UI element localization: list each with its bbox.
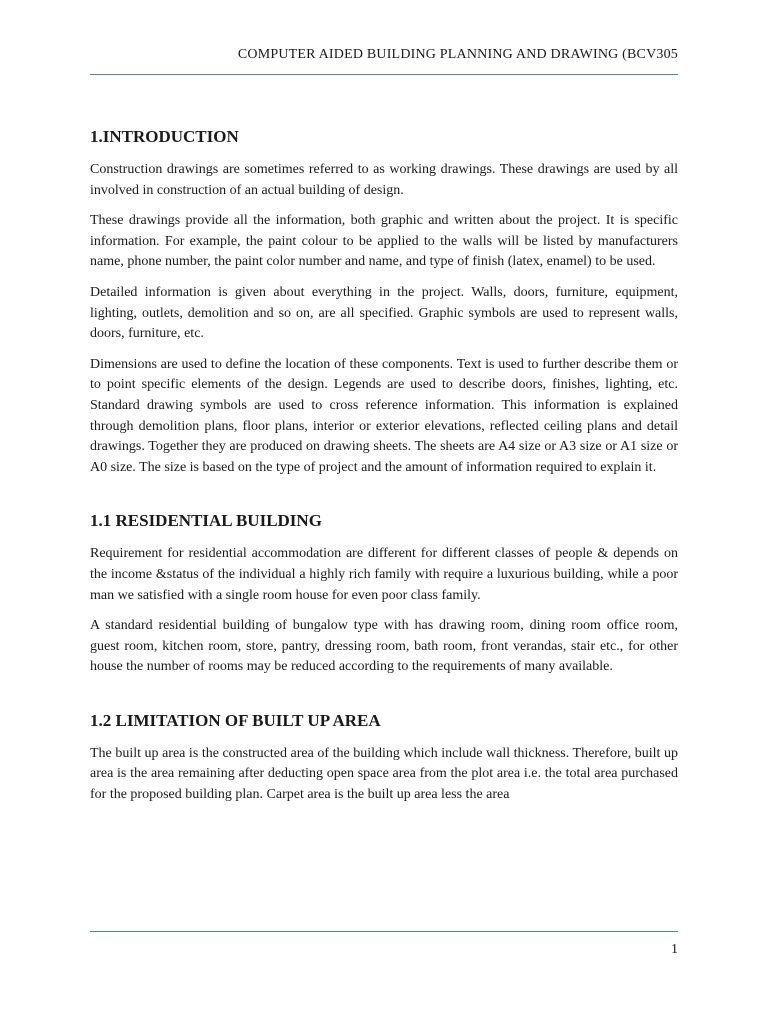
section-introduction — [90, 126, 678, 478]
paragraph: These drawings provide all the information, both graphic and written about the project. It is specific information. For example, the paint colour to be applied to the walls will be listed by manufacturers name, phone number, the paint color number and name, and type of finish (latex, enamel) to be used. — [90, 213, 678, 270]
section-heading: 1.2 LIMITATION OF BUILT UP AREA — [90, 710, 381, 730]
section-built-up-area — [90, 710, 678, 806]
paragraph: A standard residential building of bungalow type with has drawing room, dining room office room, guest room, kitchen room, store, pantry, dressing room, bath room, front verandas, stair etc., for other house the number of rooms may be reduced according to the requirements of many available. — [90, 618, 678, 675]
paragraph: Detailed information is given about everything in the project. Walls, doors, furniture, equipment, lighting, outlets, demolition and so on, are all specified. Graphic symbols are used to represent walls, doors, furniture, etc. — [90, 284, 678, 342]
footer-divider — [90, 931, 678, 932]
section-heading: 1.INTRODUCTION — [90, 127, 239, 146]
section-heading: 1.1 RESIDENTIAL BUILDING — [90, 511, 322, 531]
paragraph: The built up area is the constructed area of the building which include wall thickness. Therefore, built up area is the area remaining after deducting open space area from the plot area i.e. the total area purchased for the proposed building plan. Carpet area is the built up area less the area — [90, 745, 678, 803]
section-residential-building — [90, 510, 678, 678]
header-divider — [90, 74, 678, 75]
running-header: COMPUTER AIDED BUILDING PLANNING AND DRAWING (BCV305 — [237, 47, 678, 62]
paragraph: Construction drawings are sometimes referred to as working drawings. These drawings are used by all involved in construction of an actual building of design. — [90, 162, 678, 198]
page-number: 1 — [671, 942, 678, 957]
paragraph: Dimensions are used to define the location of these components. Text is used to further describe them or to point specific elements of the design. Legends are used to describe doors, finishes, lighting, etc. Standard drawing symbols are used to cross reference information. This information is explained through demolition plans, floor plans, interior or exterior elevations, reflected ceiling plans and detail drawings. Together they are produced on drawing sheets. The sheets are A4 size or A3 size or A1 size or A0 size. The size is based on the type of project and the amount of information required to explain it. — [90, 356, 678, 475]
page-content — [90, 126, 678, 816]
paragraph: Requirement for residential accommodation are different for different classes of people & depends on the income &status of the individual a highly rich family with require a luxurious building, while a poor man we satisfied with a single room house for even poor class family. — [90, 546, 678, 603]
